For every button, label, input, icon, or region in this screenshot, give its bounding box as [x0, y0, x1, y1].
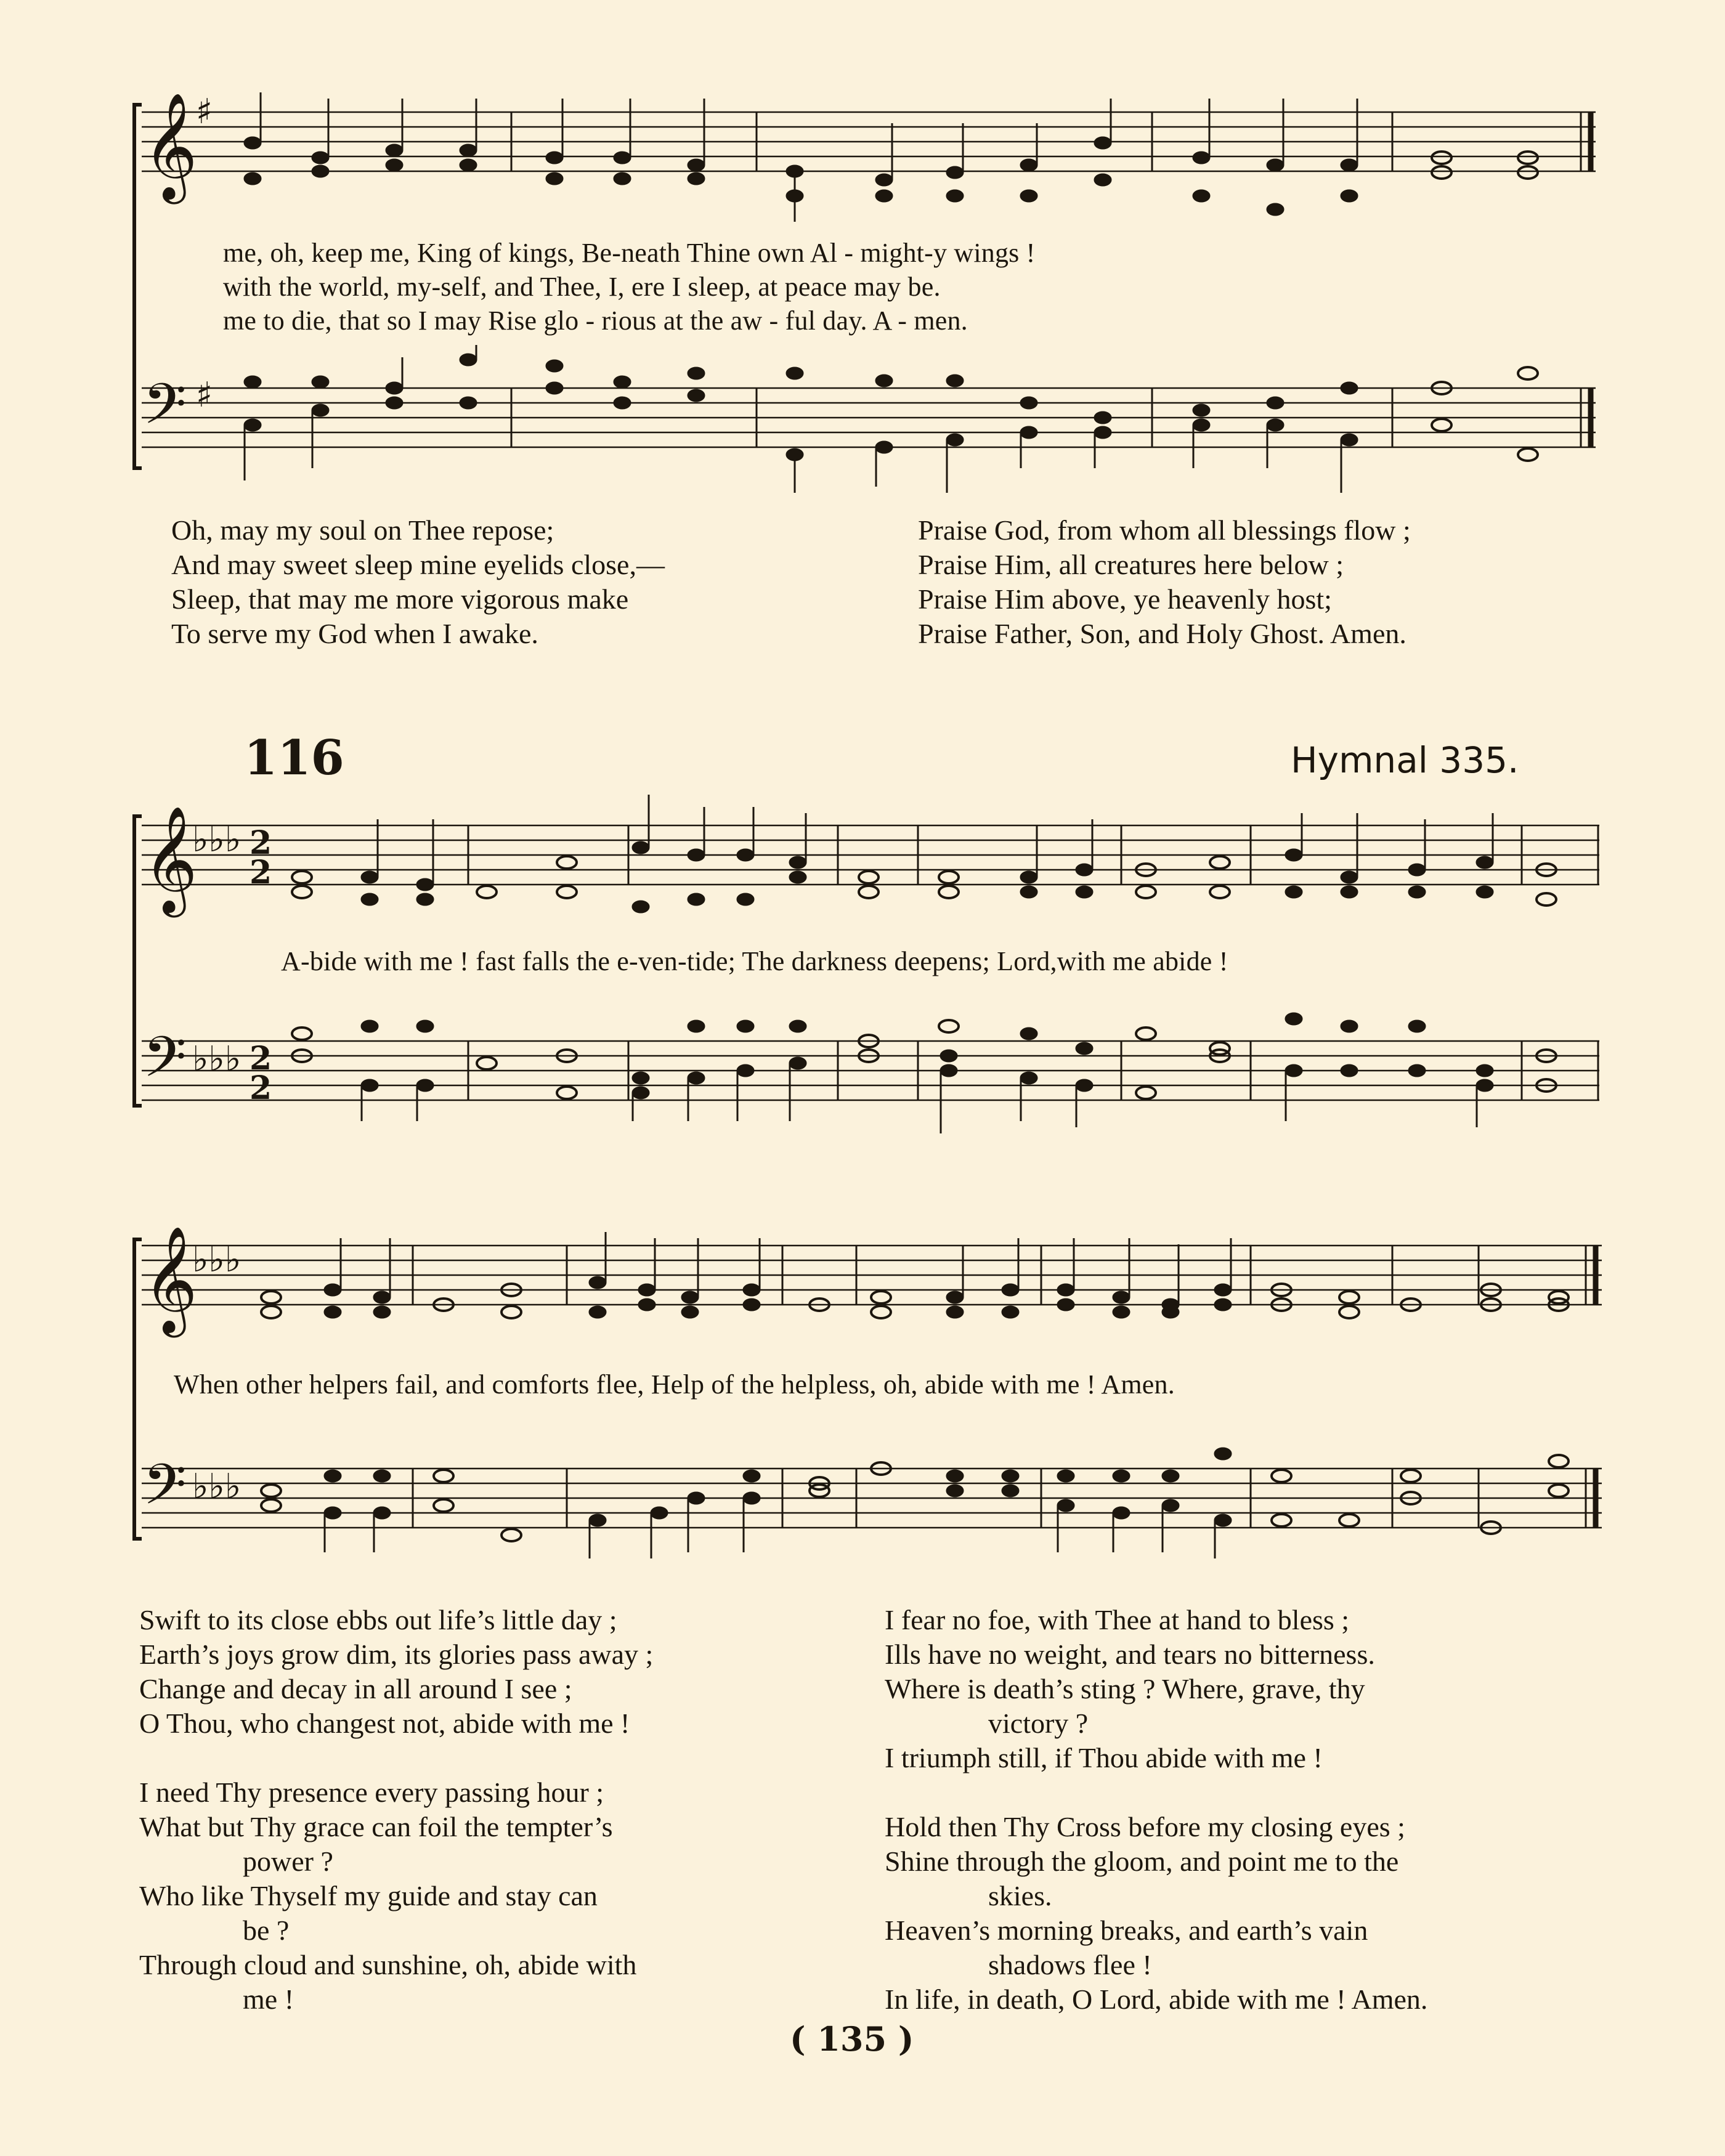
hymn-116-lyric-line-2: When other helpers fail, and comforts flee, Help of the helpless, oh, abide with me ! Amen. [174, 1369, 1175, 1400]
verse-line: I need Thy presence every passing hour ; [139, 1777, 604, 1808]
hymn-116-verses-right [885, 1603, 1427, 2017]
verse-line: Where is death’s sting ? Where, grave, thy [885, 1673, 1365, 1704]
svg-text:♭♭♭: ♭♭♭ [192, 1240, 242, 1280]
hymn-116-lyric-line-1: A-bide with me ! fast falls the e-ven-tide; The darkness deepens; Lord,with me abide ! [281, 946, 1228, 976]
svg-text:𝄞: 𝄞 [143, 1226, 198, 1333]
svg-text:2: 2 [250, 824, 272, 862]
verse-line: Sleep, that may me more vigorous make [171, 583, 629, 615]
verse-line: Hold then Thy Cross before my closing eyes ; [885, 1811, 1405, 1842]
verse-line: Heaven’s morning breaks, and earth’s vain [885, 1915, 1368, 1946]
verse-line: To serve my God when I awake. [171, 618, 538, 649]
verse-line: victory ? [988, 1708, 1089, 1739]
verse-line: Oh, may my soul on Thee repose; [171, 514, 554, 546]
svg-text:♯: ♯ [196, 375, 213, 415]
top-lyric-line-1: me, oh, keep me, King of kings, Be-neath Thine own Al - might-y wings ! [223, 238, 1036, 268]
verse-line: What but Thy grace can foil the tempter’s [139, 1811, 613, 1842]
svg-text:𝄢: 𝄢 [143, 1452, 187, 1531]
svg-text:♭♭♭: ♭♭♭ [192, 1039, 242, 1079]
verse-line: In life, in death, O Lord, abide with me ! Amen. [885, 1984, 1428, 2015]
svg-text:𝄞: 𝄞 [143, 92, 198, 200]
verse-line: Swift to its close ebbs out life’s little day ; [139, 1604, 617, 1635]
svg-text:♯: ♯ [196, 92, 213, 132]
top-lyric-line-3: me to die, that so I may Rise glo - rious at the aw - ful day. A - men. [223, 306, 968, 336]
verse-line: Shine through the gloom, and point me to the [885, 1846, 1399, 1877]
svg-text:𝄞: 𝄞 [143, 806, 198, 913]
verse-line: Change and decay in all around I see ; [139, 1673, 572, 1704]
hymn-number: 116 [244, 730, 344, 786]
svg-text:♭♭♭: ♭♭♭ [192, 820, 242, 860]
verse-line: Who like Thyself my guide and stay can [139, 1880, 598, 1911]
svg-text:2: 2 [250, 854, 272, 891]
svg-text:♭♭♭: ♭♭♭ [192, 1467, 242, 1507]
verse-line: Through cloud and sunshine, oh, abide with [139, 1949, 637, 1980]
verse-line: shadows flee ! [988, 1949, 1152, 1980]
verse-line: Praise Him above, ye heavenly host; [918, 583, 1332, 615]
svg-text:𝄢: 𝄢 [143, 371, 187, 450]
verse-line: I fear no foe, with Thee at hand to bless ; [885, 1604, 1350, 1635]
verse-line: Praise God, from whom all blessings flow ; [918, 514, 1411, 546]
svg-text:2: 2 [250, 1069, 272, 1107]
verse-line: Earth’s joys grow dim, its glories pass away ; [139, 1639, 654, 1670]
svg-text:𝄢: 𝄢 [143, 1024, 187, 1103]
verse-line: I triumph still, if Thou abide with me ! [885, 1742, 1323, 1773]
verse-line: power ? [243, 1846, 333, 1877]
hymn-116-verses-left [139, 1603, 653, 2017]
verse-line: me ! [243, 1984, 294, 2015]
verse-line: skies. [988, 1880, 1052, 1911]
page-number: ( 135 ) [790, 2019, 914, 2059]
verse-line: O Thou, who changest not, abide with me ! [139, 1708, 630, 1739]
hymnal-reference: Hymnal 335. [1291, 739, 1519, 781]
verse-line [885, 1775, 1427, 1810]
verse-line: Ills have no weight, and tears no bitterness. [885, 1639, 1375, 1670]
verse-line [139, 1741, 653, 1775]
verse-line: Praise Him, all creatures here below ; [918, 549, 1344, 580]
svg-text:2: 2 [250, 1040, 272, 1077]
verse-line: Praise Father, Son, and Holy Ghost. Amen. [918, 618, 1406, 649]
verse-line: And may sweet sleep mine eyelids close,— [171, 549, 665, 580]
top-lyric-line-2: with the world, my-self, and Thee, I, ere I sleep, at peace may be. [223, 272, 941, 302]
verse-line: be ? [243, 1915, 290, 1946]
